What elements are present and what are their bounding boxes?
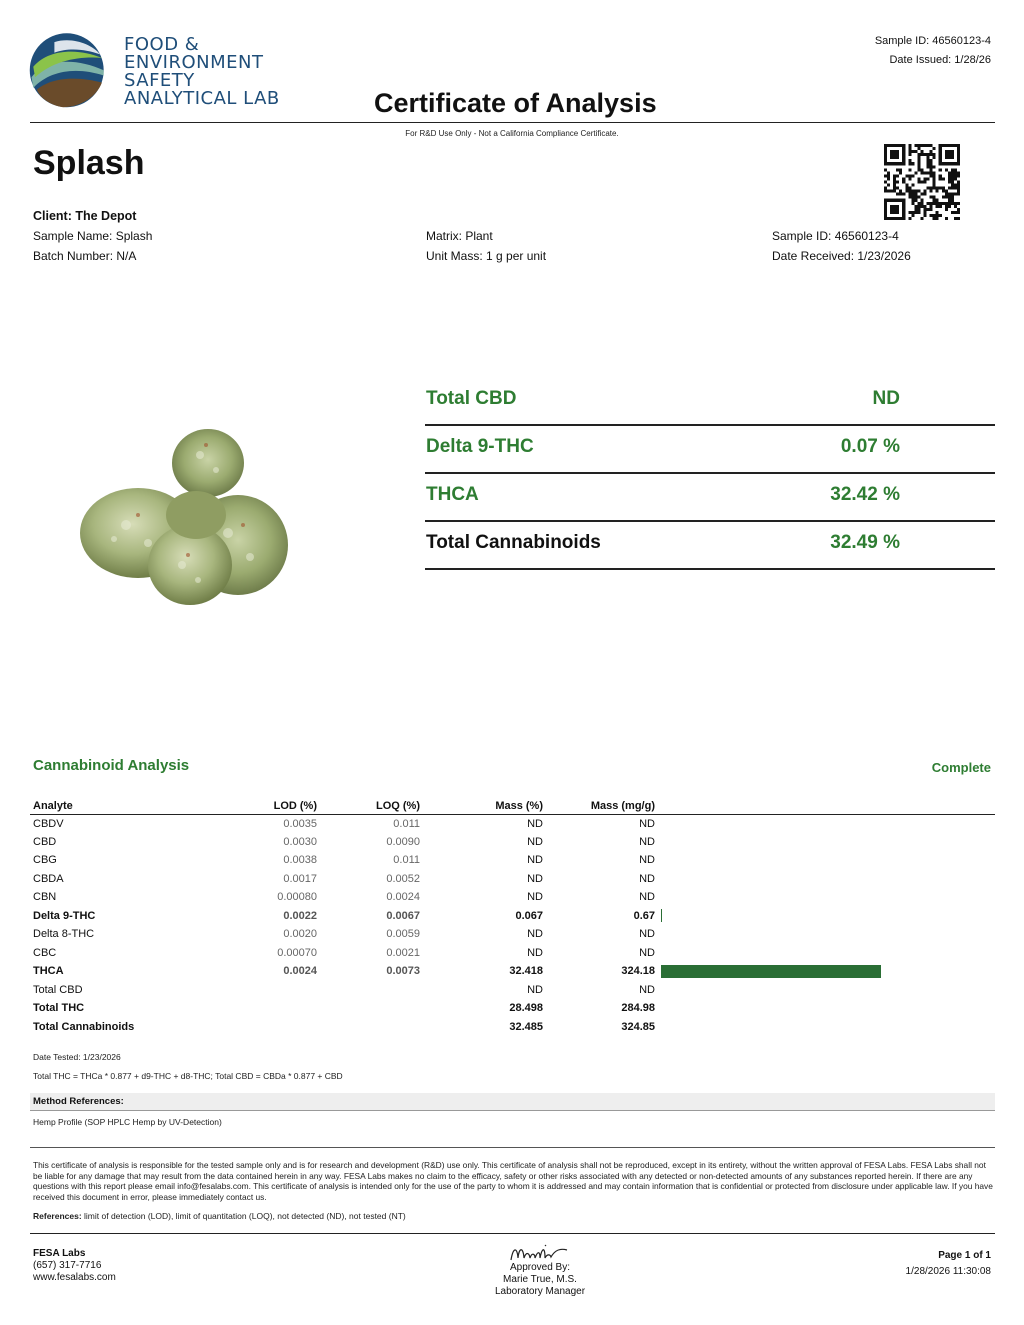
lod-cell [245,981,320,1000]
mass-mg-cell: ND [639,928,655,941]
analyte-cell: CBDV [33,817,64,830]
rnd-notice: For R&D Use Only - Not a California Compliance Certificate. [405,129,619,138]
lod-cell [245,1018,320,1037]
loq-cell: 0.0024 [386,891,420,904]
summary-label: THCA [426,484,479,505]
analyte-cell: Total Cannabinoids [33,1020,135,1033]
batch-number: Batch Number: N/A [33,249,137,263]
total-formula: Total THC = THCa * 0.877 + d9-THC + d8-THC; Total CBD = CBDa * 0.877 + CBD [33,1071,343,1081]
client-name: Client: The Depot [33,209,137,223]
table-row [30,962,995,981]
lod-cell: 0.0035 [283,817,317,830]
lod-cell: 0.0024 [283,965,317,978]
analyte-cell: Delta 9-THC [33,909,96,922]
mass-mg-cell: ND [639,983,655,996]
loq-cell [320,981,423,1000]
lod-cell: 0.0030 [283,835,317,848]
sample-name: Sample Name: Splash [33,229,153,243]
table-row [30,833,995,852]
lab-contact [33,1248,116,1284]
table-row [30,999,995,1018]
summary-label: Total CBD [426,388,517,409]
lod-cell: 0.0022 [283,909,317,922]
loq-cell: 0.0021 [386,946,420,959]
table-row [30,814,995,833]
document-title: Certificate of Analysis [374,88,657,118]
loq-cell: 0.0067 [386,909,420,922]
mass-mg-cell: 0.67 [633,909,655,922]
header-date-issued: Date Issued: 1/28/26 [889,54,991,66]
summary-value: 32.49 % [830,532,900,553]
analyte-cell: CBC [33,946,57,959]
bar-cell [658,870,995,889]
lab-name: FESA Labs [33,1248,86,1259]
table-row [30,870,995,889]
logo-wordmark [124,36,280,108]
unit-mass: Unit Mass: 1 g per unit [426,249,547,263]
summary-value: ND [872,388,900,409]
analyte-cell: THCA [33,965,64,978]
analyte-cell: CBN [33,891,57,904]
disclaimer: This certificate of analysis is responsible for the tested sample only and is for research and development (R&D) use only. This certificate of analysis shall not be reproduced, except in its entirety, without the written approval of FESA Labs. FESA Labs shall not be liable for any damage that may result from the data contained herein in any way. FESA Labs makes no claim to the efficacy, safety or other risks associated with any detected or non-detected amounts of any substances reported herein. If there are any questions with this report please email info@fesalabs.com. This certificate of analysis is intended only for the use of the party to whom it is addressed and may contain information that is confidential or protected from disclosure under applicable law. If you have received this document in error, please immediately contact us. [33,1160,993,1202]
references-text: limit of detection (LOD), limit of quantitation (LOQ), not detected (ND), not tested (NT) [81,1211,406,1221]
approver-title: Laboratory Manager [494,1286,586,1297]
approver-name: Marie True, M.S. [503,1274,577,1285]
summary-row-total-cannabinoids [425,522,995,570]
mass-pct-cell: ND [527,891,543,904]
mass-pct-cell: ND [527,872,543,885]
summary-row-total-cbd [425,378,995,426]
header-divider [30,122,995,123]
mass-mg-cell: ND [639,872,655,885]
mass-pct-cell: ND [527,854,543,867]
lod-cell: 0.00080 [277,891,317,904]
col-analyte: Analyte [30,798,245,814]
mass-pct-cell: 32.418 [509,965,543,978]
page-info [906,1248,991,1280]
status-badge: Complete [931,760,991,775]
summary-row-delta9-thc [425,426,995,474]
matrix: Matrix: Plant [426,229,493,243]
table-row [30,851,995,870]
section-title: Cannabinoid Analysis [33,757,190,774]
analyte-cell: Total CBD [33,983,83,996]
table-header-row [30,798,995,814]
analyte-cell: CBG [33,854,57,867]
header-meta [875,32,991,70]
bar-cell [658,814,995,833]
mass-bar [661,965,881,978]
date-received: Date Received: 1/23/2026 [772,249,911,263]
analyte-cell: Delta 8-THC [33,928,95,941]
table-row [30,944,995,963]
mass-pct-cell: ND [527,928,543,941]
mass-mg-cell: ND [639,891,655,904]
report-timestamp: 1/28/2026 11:30:08 [905,1266,991,1277]
analyte-cell: CBDA [33,872,64,885]
approval-block [440,1262,640,1298]
cannabis-flower-image [78,415,293,625]
summary-label: Total Cannabinoids [426,532,601,553]
loq-cell: 0.0052 [386,872,420,885]
product-name: Splash [33,144,145,182]
method-references-header: Method References: [30,1093,995,1111]
qr-code-icon [884,144,960,220]
mass-mg-cell: ND [639,835,655,848]
mass-pct-cell: ND [527,817,543,830]
mass-pct-cell: ND [527,946,543,959]
bar-cell [658,999,995,1018]
lod-cell: 0.0017 [283,872,317,885]
bar-cell [658,851,995,870]
mass-mg-cell: ND [639,946,655,959]
loq-cell: 0.0073 [386,965,420,978]
loq-cell [320,1018,423,1037]
loq-cell: 0.0059 [386,928,420,941]
loq-cell: 0.0090 [386,835,420,848]
logo-line: SAFETY [124,70,195,91]
mass-pct-cell: ND [527,835,543,848]
mass-mg-cell: ND [639,854,655,867]
col-bar [658,798,995,814]
references-label: References: [33,1211,82,1221]
table-row [30,925,995,944]
bar-cell [658,925,995,944]
mass-mg-cell: 324.85 [621,1020,655,1033]
lod-cell: 0.00070 [277,946,317,959]
lod-cell: 0.0020 [283,928,317,941]
mass-mg-cell: 284.98 [621,1002,655,1015]
header-sample-id: Sample ID: 46560123-4 [874,35,991,47]
col-loq: LOQ (%) [320,798,423,814]
mass-pct-cell: 0.067 [515,909,543,922]
loq-cell: 0.011 [393,854,420,867]
cannabinoid-table [30,798,995,1036]
bar-cell [658,962,995,981]
method-reference: Hemp Profile (SOP HPLC Hemp by UV-Detection) [33,1117,222,1127]
summary-row-thca [425,474,995,522]
mass-pct-cell: 32.485 [509,1020,543,1033]
mass-pct-cell: 28.498 [509,1002,543,1015]
bar-cell [658,888,995,907]
approved-by-label: Approved By: [509,1262,571,1273]
mass-mg-cell: 324.18 [621,965,655,978]
lab-website: www.fesalabs.com [33,1272,116,1283]
summary-value: 0.07 % [840,436,900,457]
lab-phone: (657) 317-7716 [33,1260,102,1271]
date-tested: Date Tested: 1/23/2026 [33,1052,121,1062]
bar-cell [658,907,995,926]
summary-label: Delta 9-THC [426,436,534,457]
sample-id: Sample ID: 46560123-4 [772,229,899,243]
loq-cell: 0.011 [393,817,420,830]
bar-cell [658,944,995,963]
references [33,1211,406,1221]
bar-cell [658,981,995,1000]
lod-cell: 0.0038 [283,854,317,867]
table-row [30,907,995,926]
bar-cell [658,833,995,852]
logo-line: ENVIRONMENT [124,52,264,73]
mass-mg-cell: ND [639,817,655,830]
loq-cell [320,999,423,1018]
analyte-cell: Total THC [33,1002,85,1015]
divider [30,1147,995,1148]
lod-cell [245,999,320,1018]
col-lod: LOD (%) [245,798,320,814]
table-row [30,888,995,907]
mass-pct-cell: ND [527,983,543,996]
page-number: Page 1 of 1 [938,1250,991,1261]
bar-cell [658,1018,995,1037]
fesa-logo-icon [28,28,116,116]
mass-bar [661,909,663,922]
analyte-cell: CBD [33,835,57,848]
summary-value: 32.42 % [830,484,900,505]
footer-divider [30,1233,995,1234]
logo-line: FOOD & [124,34,200,55]
table-row [30,981,995,1000]
col-mass-pct: Mass (%) [423,798,546,814]
table-row [30,1018,995,1037]
logo-line: ANALYTICAL LAB [124,88,280,109]
col-mass-mg: Mass (mg/g) [546,798,658,814]
